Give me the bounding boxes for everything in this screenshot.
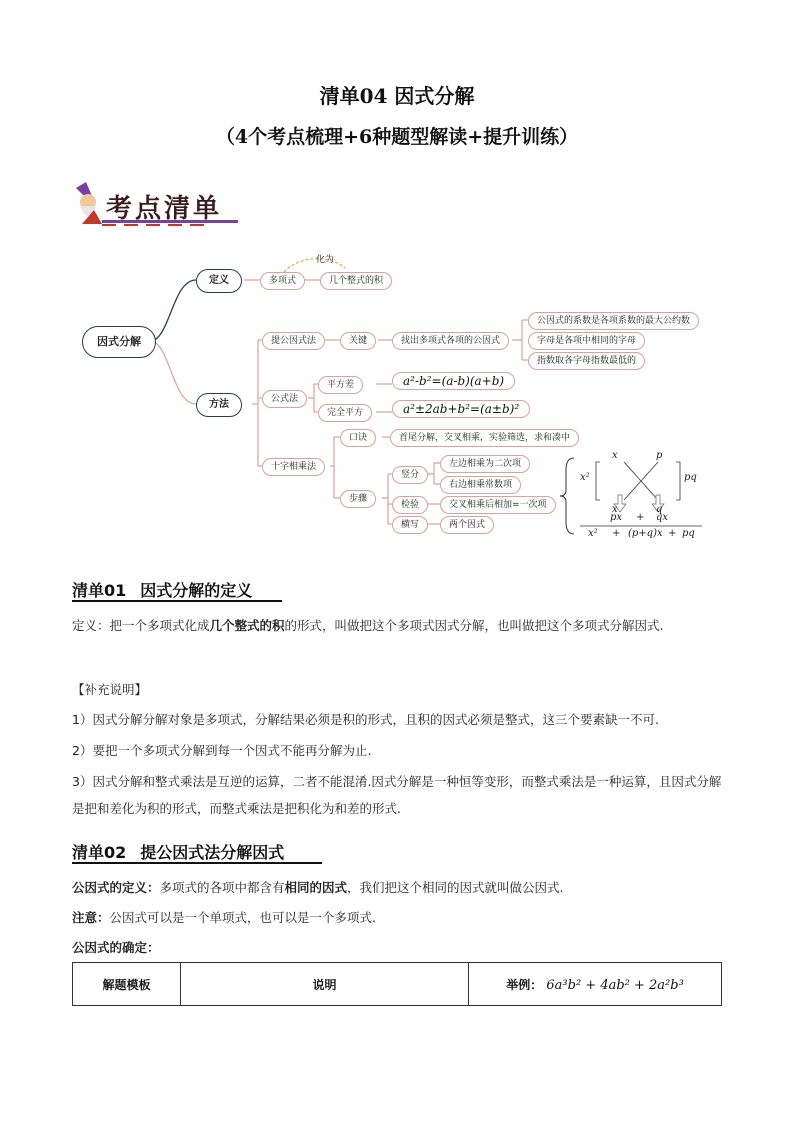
mindmap-root: 因式分解 bbox=[82, 326, 156, 358]
table-header-row bbox=[73, 963, 722, 1006]
note-title: 【补充说明】 bbox=[72, 682, 148, 697]
logo-text: 考点清单 bbox=[106, 194, 223, 224]
cross-px: px bbox=[610, 512, 623, 523]
node-method: 方法 bbox=[196, 393, 242, 417]
note-3: 3）因式分解和整式乘法是互逆的运算，二者不能混淆.因式分解是一种恒等变形，而整式乘法是一种运算，且因式分解是把和差化为积的形式，而整式乘法是把积化为和差的形式. bbox=[72, 774, 722, 816]
node-write: 横写 bbox=[392, 516, 428, 534]
node-mnemonic: 口诀 bbox=[340, 429, 376, 447]
cross-b2: + bbox=[612, 528, 621, 539]
cf-def-label: 公因式的定义： bbox=[72, 880, 160, 895]
cross-b5: pq bbox=[682, 528, 695, 539]
node-find: 找出多项式各项的公因式 bbox=[392, 332, 509, 350]
def-text-post: 的形式，叫做把这个多项式因式分解，也叫做把这个多项式分解因式. bbox=[284, 618, 664, 633]
note-2: 2）要把一个多项式分解到每一个因式不能再分解为止. bbox=[72, 743, 372, 758]
definition-paragraph bbox=[72, 612, 722, 639]
def-text-pre: 定义：把一个多项式化成 bbox=[72, 618, 210, 633]
node-common-factor: 提公因式法 bbox=[262, 332, 325, 350]
common-factor-definition bbox=[72, 874, 722, 901]
cross-b1: x² bbox=[588, 528, 598, 539]
node-check-text: 交叉相乘后相加=一次项 bbox=[440, 496, 556, 514]
cross-x-top: x bbox=[612, 450, 618, 461]
cf-def-bold: 相同的因式 bbox=[284, 880, 348, 895]
node-formula-method: 公式法 bbox=[262, 390, 307, 408]
page-title: 清单04 因式分解 bbox=[319, 84, 475, 108]
formula-square-diff: a²-b²=(a-b)(a+b) bbox=[392, 372, 515, 390]
node-square-diff: 平方差 bbox=[318, 376, 363, 394]
cross-qx: qx bbox=[656, 512, 669, 523]
node-rule-coef: 公因式的系数是各项系数的最大公约数 bbox=[528, 312, 699, 330]
node-split: 竖分 bbox=[392, 466, 428, 484]
node-rule-letter: 字母是各项中相同的字母 bbox=[528, 332, 645, 350]
template-table bbox=[72, 962, 722, 1006]
section-1-heading bbox=[72, 578, 252, 601]
page-subtitle: （4个考点梳理+6种题型解读+提升训练） bbox=[215, 126, 579, 148]
node-write-text: 两个因式 bbox=[440, 516, 494, 534]
cross-x2: x² bbox=[580, 472, 590, 483]
note-1: 1）因式分解分解对象是多项式，分解结果必须是积的形式，且积的因式必须是整式，这三个要素缺一不可. bbox=[72, 712, 659, 727]
node-rule-exponent: 指数取各字母指数最低的 bbox=[528, 352, 645, 370]
section-1-underline bbox=[72, 600, 282, 602]
cross-pq: pq bbox=[684, 472, 697, 483]
node-definition: 定义 bbox=[196, 269, 242, 293]
cross-x-bottom: x bbox=[612, 504, 618, 515]
section-2-underline bbox=[72, 862, 322, 864]
node-split-right: 右边相乘常数项 bbox=[440, 476, 521, 494]
section-2-title: 提公因式法分解因式 bbox=[140, 843, 285, 862]
node-split-left: 左边相乘为二次项 bbox=[440, 455, 530, 473]
node-product: 几个整式的积 bbox=[320, 272, 392, 290]
formula-perfect-square: a²±2ab+b²=(a±b)² bbox=[392, 400, 530, 418]
node-polynomial: 多项式 bbox=[260, 272, 305, 290]
arrow-label: 化为 bbox=[316, 255, 335, 265]
cf-def-pre: 多项式的各项中都含有 bbox=[159, 880, 285, 895]
th-example-label: 举例： bbox=[506, 977, 543, 992]
node-mnemonic-text: 首尾分解，交叉相乘，实验筛选，求和凑中 bbox=[390, 429, 579, 447]
cross-q: q bbox=[656, 504, 663, 515]
th-description: 说明 bbox=[181, 963, 469, 1006]
node-perfect-square: 完全平方 bbox=[318, 404, 372, 422]
common-factor-confirm: 公因式的确定： bbox=[72, 940, 160, 955]
section-1-title: 因式分解的定义 bbox=[140, 581, 253, 600]
cross-plus1: + bbox=[636, 512, 645, 523]
cf-def-post: ，我们把这个相同的因式就叫做公因式. bbox=[347, 880, 564, 895]
node-cross-method: 十字相乘法 bbox=[262, 458, 325, 476]
section-1-number: 清单01 bbox=[72, 581, 127, 600]
def-text-bold: 几个整式的积 bbox=[209, 618, 285, 633]
node-key: 关键 bbox=[340, 332, 376, 350]
node-check: 检验 bbox=[392, 496, 428, 514]
cross-b3: (p+q)x bbox=[628, 528, 663, 539]
section-2-heading bbox=[72, 840, 284, 863]
th-example bbox=[469, 963, 722, 1006]
common-factor-note bbox=[72, 904, 722, 931]
cross-b4: + bbox=[668, 528, 677, 539]
cf-note-text: 公因式可以是一个单项式，也可以是一个多项式. bbox=[109, 910, 376, 925]
node-steps: 步骤 bbox=[340, 490, 376, 508]
section-2-number: 清单02 bbox=[72, 843, 127, 862]
th-template: 解题模板 bbox=[73, 963, 181, 1006]
cf-note-label: 注意： bbox=[72, 910, 110, 925]
cross-p: p bbox=[656, 450, 663, 461]
th-example-math: 6a³b² + 4ab² + 2a²b³ bbox=[546, 977, 684, 993]
